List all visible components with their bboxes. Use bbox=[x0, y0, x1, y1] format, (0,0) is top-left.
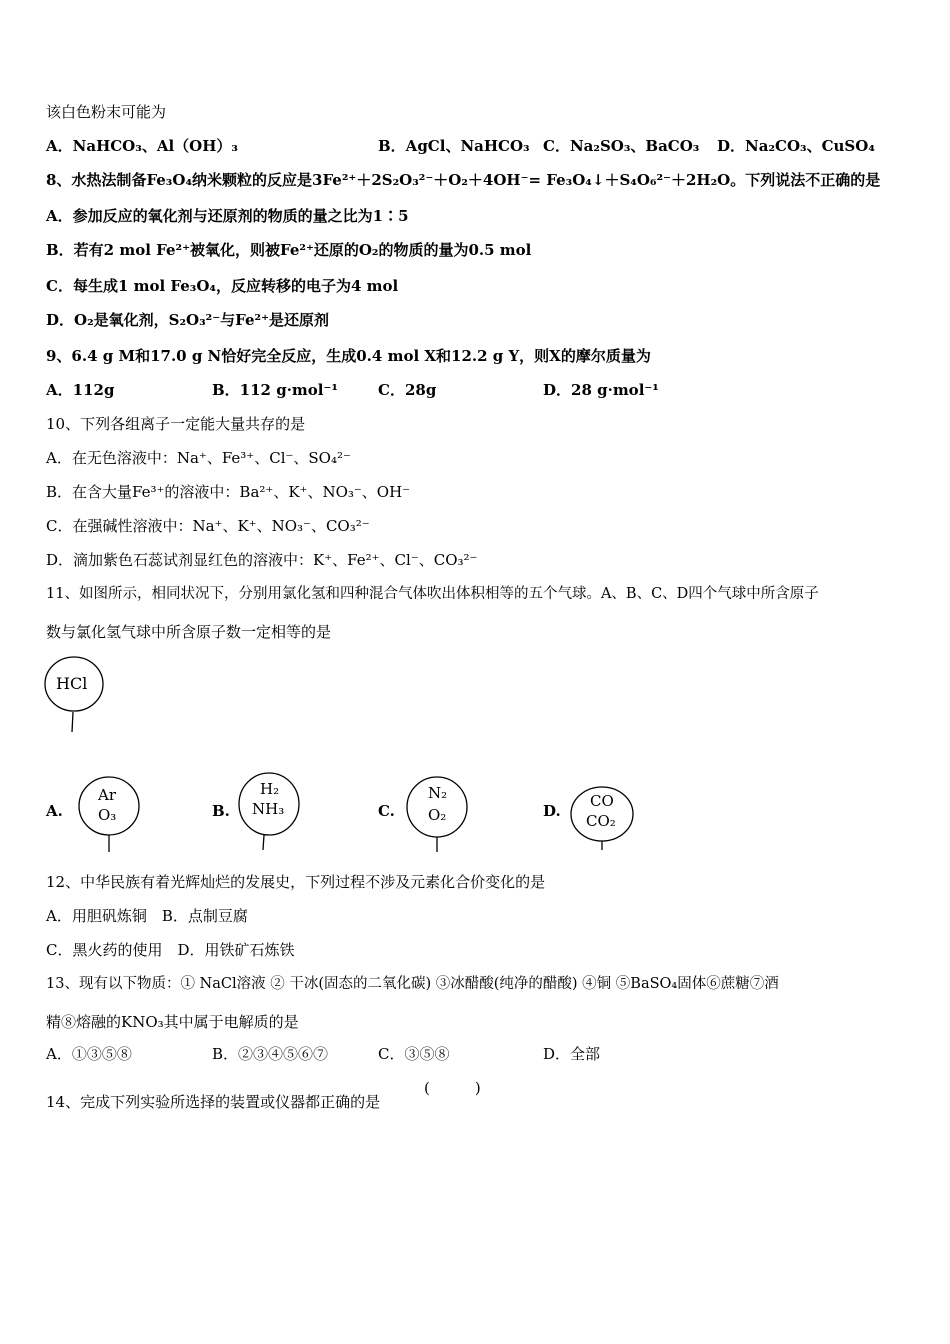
balloon-d-bottom: CO₂ bbox=[586, 812, 616, 830]
q8-option-b: B．若有2 mol Fe²⁺被氧化，则被Fe²⁺还原的O₂的物质的量为0.5 mol bbox=[46, 241, 532, 259]
balloon-b-bottom: NH₃ bbox=[252, 800, 285, 818]
q10-option-a: A．在无色溶液中：Na⁺、Fe³⁺、Cl⁻、SO₄²⁻ bbox=[46, 449, 351, 467]
q12-options-row2: C．黑火药的使用 D．用铁矿石炼铁 bbox=[46, 941, 295, 959]
q14-stem: 14、完成下列实验所选择的装置或仪器都正确的是 bbox=[46, 1093, 381, 1111]
balloon-b bbox=[238, 772, 308, 860]
balloon-a-letter: A. bbox=[46, 802, 63, 820]
q11-stem-line1: 11、如图所示，相同状况下，分别用氯化氢和四种混合气体吹出体积相等的五个气球。A、B、C、D四个气球中所含原子 bbox=[46, 586, 819, 602]
hcl-balloon-label: HCl bbox=[56, 674, 88, 693]
balloon-b-letter: B. bbox=[212, 802, 230, 820]
balloon-c bbox=[406, 776, 476, 860]
q7-option-d: D．Na₂CO₃、CuSO₄ bbox=[717, 137, 875, 155]
balloon-d-top: CO bbox=[590, 792, 614, 810]
balloon-a-bottom: O₃ bbox=[98, 806, 117, 824]
q13-stem-line2: 精⑧熔融的KNO₃其中属于电解质的是 bbox=[46, 1013, 299, 1031]
q8-option-d: D．O₂是氧化剂，S₂O₃²⁻与Fe²⁺是还原剂 bbox=[46, 311, 330, 329]
q9-option-a: A．112g bbox=[46, 381, 115, 399]
q7-option-c: C．Na₂SO₃、BaCO₃ bbox=[543, 137, 700, 155]
q8-option-a: A．参加反应的氧化剂与还原剂的物质的量之比为1∶5 bbox=[46, 207, 409, 225]
q8-stem: 8、水热法制备Fe₃O₄纳米颗粒的反应是3Fe²⁺＋2S₂O₃²⁻＋O₂＋4OH⁻= Fe₃O₄↓＋S₄O₆²⁻＋2H₂O。下列说法不正确的是 bbox=[46, 171, 881, 189]
hcl-balloon bbox=[44, 656, 108, 740]
q13-option-d: D．全部 bbox=[543, 1045, 601, 1063]
balloon-d bbox=[570, 786, 642, 856]
q10-stem: 10、下列各组离子一定能大量共存的是 bbox=[46, 415, 306, 433]
balloon-d-letter: D. bbox=[543, 802, 561, 820]
balloon-c-letter: C. bbox=[378, 802, 395, 820]
q12-options-row1: A．用胆矾炼铜 B．点制豆腐 bbox=[46, 907, 248, 925]
q11-stem-line2: 数与氯化氢气球中所含原子数一定相等的是 bbox=[46, 623, 332, 641]
q13-option-c: C．③⑤⑧ bbox=[378, 1045, 450, 1063]
balloon-a-top: Ar bbox=[98, 786, 117, 804]
balloon-a bbox=[78, 776, 148, 860]
q9-option-c: C．28g bbox=[378, 381, 437, 399]
q14-answer-paren: ( ) bbox=[424, 1079, 481, 1097]
q7-option-b: B．AgCl、NaHCO₃ bbox=[378, 137, 530, 155]
q10-option-b: B．在含大量Fe³⁺的溶液中：Ba²⁺、K⁺、NO₃⁻、OH⁻ bbox=[46, 483, 411, 501]
balloon-c-top: N₂ bbox=[428, 784, 448, 802]
q13-option-b: B．②③④⑤⑥⑦ bbox=[212, 1045, 329, 1063]
q13-stem-line1: 13、现有以下物质：① NaCl溶液 ② 干冰(固态的二氧化碳) ③冰醋酸(纯净的醋酸) ④铜 ⑤BaSO₄固体⑥蔗糖⑦酒 bbox=[46, 976, 779, 992]
hcl-balloon-drawing bbox=[44, 656, 108, 736]
q7-option-a: A．NaHCO₃、Al（OH）₃ bbox=[46, 137, 238, 155]
q8-option-c: C．每生成1 mol Fe₃O₄，反应转移的电子为4 mol bbox=[46, 277, 399, 295]
q9-option-d: D．28 g·mol⁻¹ bbox=[543, 381, 659, 399]
q10-option-c: C．在强碱性溶液中：Na⁺、K⁺、NO₃⁻、CO₃²⁻ bbox=[46, 517, 370, 535]
q13-option-a: A．①③⑤⑧ bbox=[46, 1045, 132, 1063]
q12-stem: 12、中华民族有着光辉灿烂的发展史，下列过程不涉及元素化合价变化的是 bbox=[46, 873, 546, 891]
q9-stem: 9、6.4 g M和17.0 g N恰好完全反应，生成0.4 mol X和12.2 g Y，则X的摩尔质量为 bbox=[46, 347, 651, 365]
q10-option-d: D．滴加紫色石蕊试剂显红色的溶液中：K⁺、Fe²⁺、Cl⁻、CO₃²⁻ bbox=[46, 551, 478, 569]
balloon-c-bottom: O₂ bbox=[428, 806, 447, 824]
q9-option-b: B．112 g·mol⁻¹ bbox=[212, 381, 338, 399]
balloon-b-top: H₂ bbox=[260, 780, 280, 798]
q7-tail: 该白色粉末可能为 bbox=[46, 103, 167, 121]
